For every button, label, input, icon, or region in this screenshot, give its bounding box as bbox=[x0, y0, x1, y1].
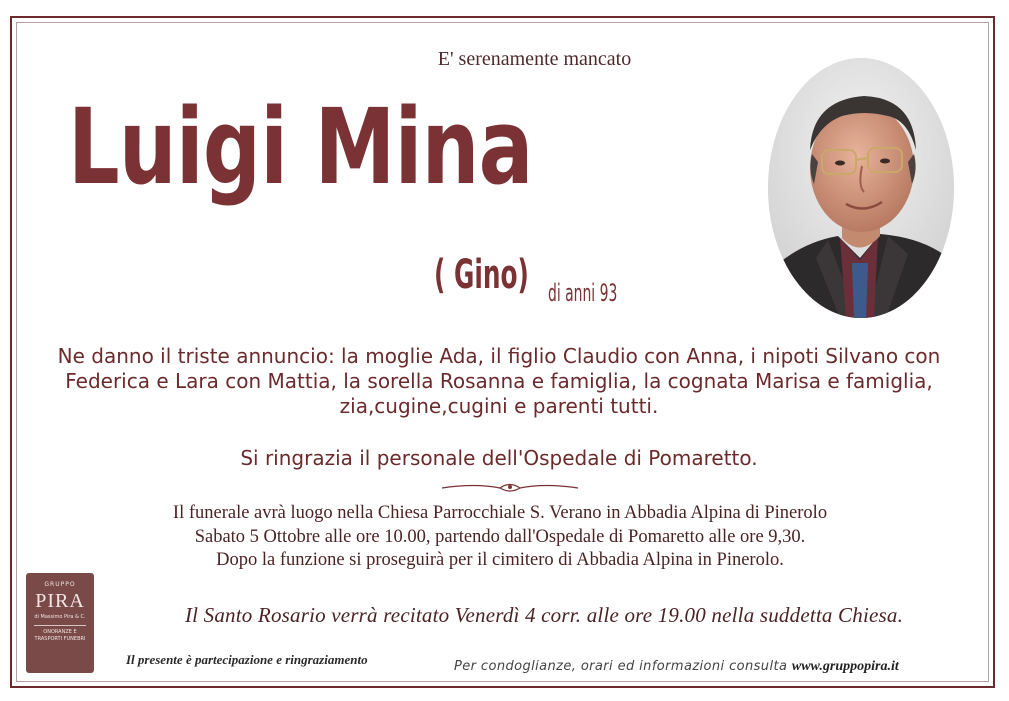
funeral-line: Il funerale avrà luogo nella Chiesa Parrocchiale S. Verano in Abbadia Alpina di Pinerolo bbox=[172, 503, 828, 523]
funeral-line: Dopo la funzione si proseguirà per il cimitero di Abbadia Alpina in Pinerolo. bbox=[216, 550, 784, 570]
condolences-text: Per condoglianze, orari ed informazioni consulta bbox=[454, 659, 788, 674]
age-text: di anni 93 bbox=[548, 279, 618, 307]
announcement-line: Federica e Lara con Mattia, la sorella Rosanna e famiglia, la cognata Marisa e famiglia, bbox=[65, 369, 933, 393]
announcement-paragraph bbox=[32, 344, 966, 419]
logo-sub: di Massimo Pira & C. bbox=[34, 614, 86, 620]
deceased-name: Luigi Mina bbox=[68, 86, 533, 208]
divider-ornament bbox=[440, 479, 580, 495]
logo-divider bbox=[34, 625, 86, 626]
website-link[interactable]: www.gruppopira.it bbox=[791, 659, 899, 674]
funeral-details bbox=[60, 502, 940, 573]
intro-text: E' serenamente mancato bbox=[437, 48, 632, 70]
condolences-line bbox=[454, 659, 899, 675]
portrait-photo bbox=[768, 58, 954, 318]
nickname: ( Gino) bbox=[434, 252, 529, 298]
funeral-line: Sabato 5 Ottobre alle ore 10.00, partendo dall'Ospedale di Pomaretto alle ore 9,30. bbox=[194, 526, 806, 547]
announcement-line: zia,cugine,cugini e parenti tutti. bbox=[339, 394, 659, 418]
logo-top-text: GRUPPO bbox=[44, 581, 76, 588]
announcement-line: Ne danno il triste annuncio: la moglie Ada, il figlio Claudio con Anna, i nipoti Silvano con bbox=[57, 344, 941, 368]
portrait-illustration bbox=[768, 58, 954, 318]
closing-note: Il presente è partecipazione e ringraziamento bbox=[126, 652, 368, 667]
logo-bottom-text: ONORANZE E TRASPORTI FUNEBRI bbox=[34, 629, 86, 642]
logo-name: PIRA bbox=[35, 590, 85, 612]
thanks-text: Si ringrazia il personale dell'Ospedale di Pomaretto. bbox=[240, 446, 758, 470]
funeral-home-logo bbox=[26, 573, 94, 673]
rosary-notice: Il Santo Rosario verrà recitato Venerdì 4 corr. alle ore 19.00 nella suddetta Chiesa. bbox=[184, 603, 904, 627]
